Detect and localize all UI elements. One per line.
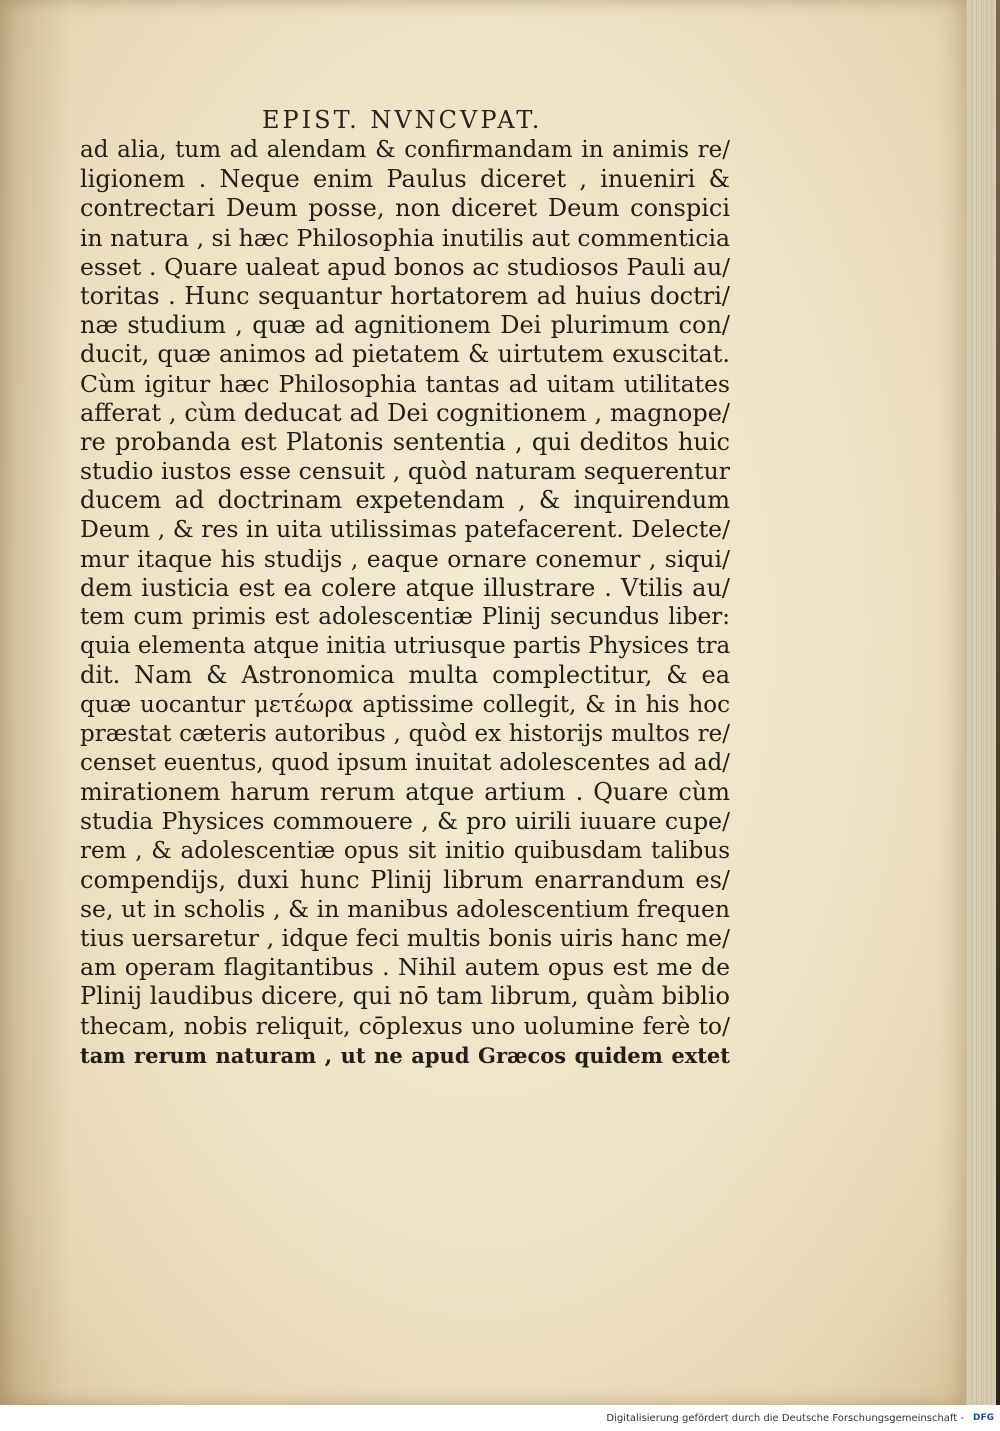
text-line: Cùm igitur hæc Philosophia tantas ad uitam utilitates xyxy=(80,369,730,398)
text-line: næ studium , quæ ad agnitionem Dei plurimum con/ xyxy=(80,311,730,340)
text-line: toritas . Hunc sequantur hortatorem ad huius doctri/ xyxy=(80,281,730,310)
footer-bar xyxy=(0,1405,1000,1431)
funding-notice: Digitalisierung gefördert durch die Deutsche Forschungsgemeinschaft - xyxy=(606,1413,964,1424)
text-line: se, ut in scholis , & in manibus adolescentium frequen xyxy=(80,894,730,923)
text-line: dit. Nam & Astronomica multa complectitur, & ea xyxy=(80,661,730,690)
text-line: ad alia, tum ad alendam & confirmandam in animis re/ xyxy=(80,137,730,163)
text-line: studia Physices commouere , & pro uirili iuuare cupe/ xyxy=(80,807,730,836)
text-line: dem iusticia est ea colere atque illustrare . Vtilis au/ xyxy=(80,573,730,602)
text-line: ducem ad doctrinam expetendam , & inquirendum xyxy=(80,486,730,515)
text-line: compendijs, duxi hunc Plinij librum enarrandum es/ xyxy=(80,865,730,894)
page-gutter-shadow xyxy=(0,0,70,1405)
text-line: præstat cæteris autoribus , quòd ex historijs multos re/ xyxy=(80,720,730,747)
text-line: tam rerum naturam , ut ne apud Græcos quidem extet xyxy=(80,1042,730,1068)
text-line: thecam, nobis reliquit, cōplexus uno uolumine ferè to/ xyxy=(80,1011,730,1040)
text-line: in natura , si hæc Philosophia inutilis aut commenticia xyxy=(80,223,730,252)
body-text xyxy=(80,136,730,1070)
text-line: Plinij laudibus dicere, qui nō tam librum, quàm biblio xyxy=(80,982,730,1011)
text-line: mirationem harum rerum atque artium . Quare cùm xyxy=(80,778,730,807)
dfg-logo-icon: DFG xyxy=(972,1413,994,1423)
text-line: contrectari Deum posse, non diceret Deum conspici xyxy=(80,194,730,223)
text-line: studio iustos esse censuit , quòd naturam sequerentur xyxy=(80,457,730,486)
text-line: ducit, quæ animos ad pietatem & uirtutem exuscitat. xyxy=(80,340,730,369)
text-line: Deum , & res in uita utilissimas patefacerent. Delecte/ xyxy=(80,515,730,544)
text-line: esset . Quare ualeat apud bonos ac studiosos Pauli au/ xyxy=(80,252,730,281)
text-line: re probanda est Platonis sententia , qui deditos huic xyxy=(80,427,730,456)
text-line: rem , & adolescentiæ opus sit initio quibusdam talibus xyxy=(80,837,730,864)
text-line: mur itaque his studijs , eaque ornare conemur , siqui/ xyxy=(80,544,730,573)
text-line: censet euentus, quod ipsum inuitat adolescentes ad ad/ xyxy=(80,749,730,776)
text-line: tem cum primis est adolescentiæ Plinij secundus liber: xyxy=(80,604,730,630)
text-line: tius uersaretur , idque feci multis bonis uiris hanc me/ xyxy=(80,924,730,953)
text-line: ligionem . Neque enim Paulus diceret , inueniri & xyxy=(80,165,730,194)
text-line: quia elementa atque initia utriusque partis Physices tra xyxy=(80,633,730,660)
text-line: am operam flagitantibus . Nihil autem opus est me de xyxy=(80,953,730,982)
running-head: EPIST. NVNCVPAT. xyxy=(262,106,543,134)
text-line: quæ uocantur μετέωρα aptissime collegit, & in his hoc xyxy=(80,691,730,718)
book-page-edges xyxy=(961,0,996,1405)
text-line: afferat , cùm deducat ad Dei cognitionem , magnope/ xyxy=(80,398,730,427)
